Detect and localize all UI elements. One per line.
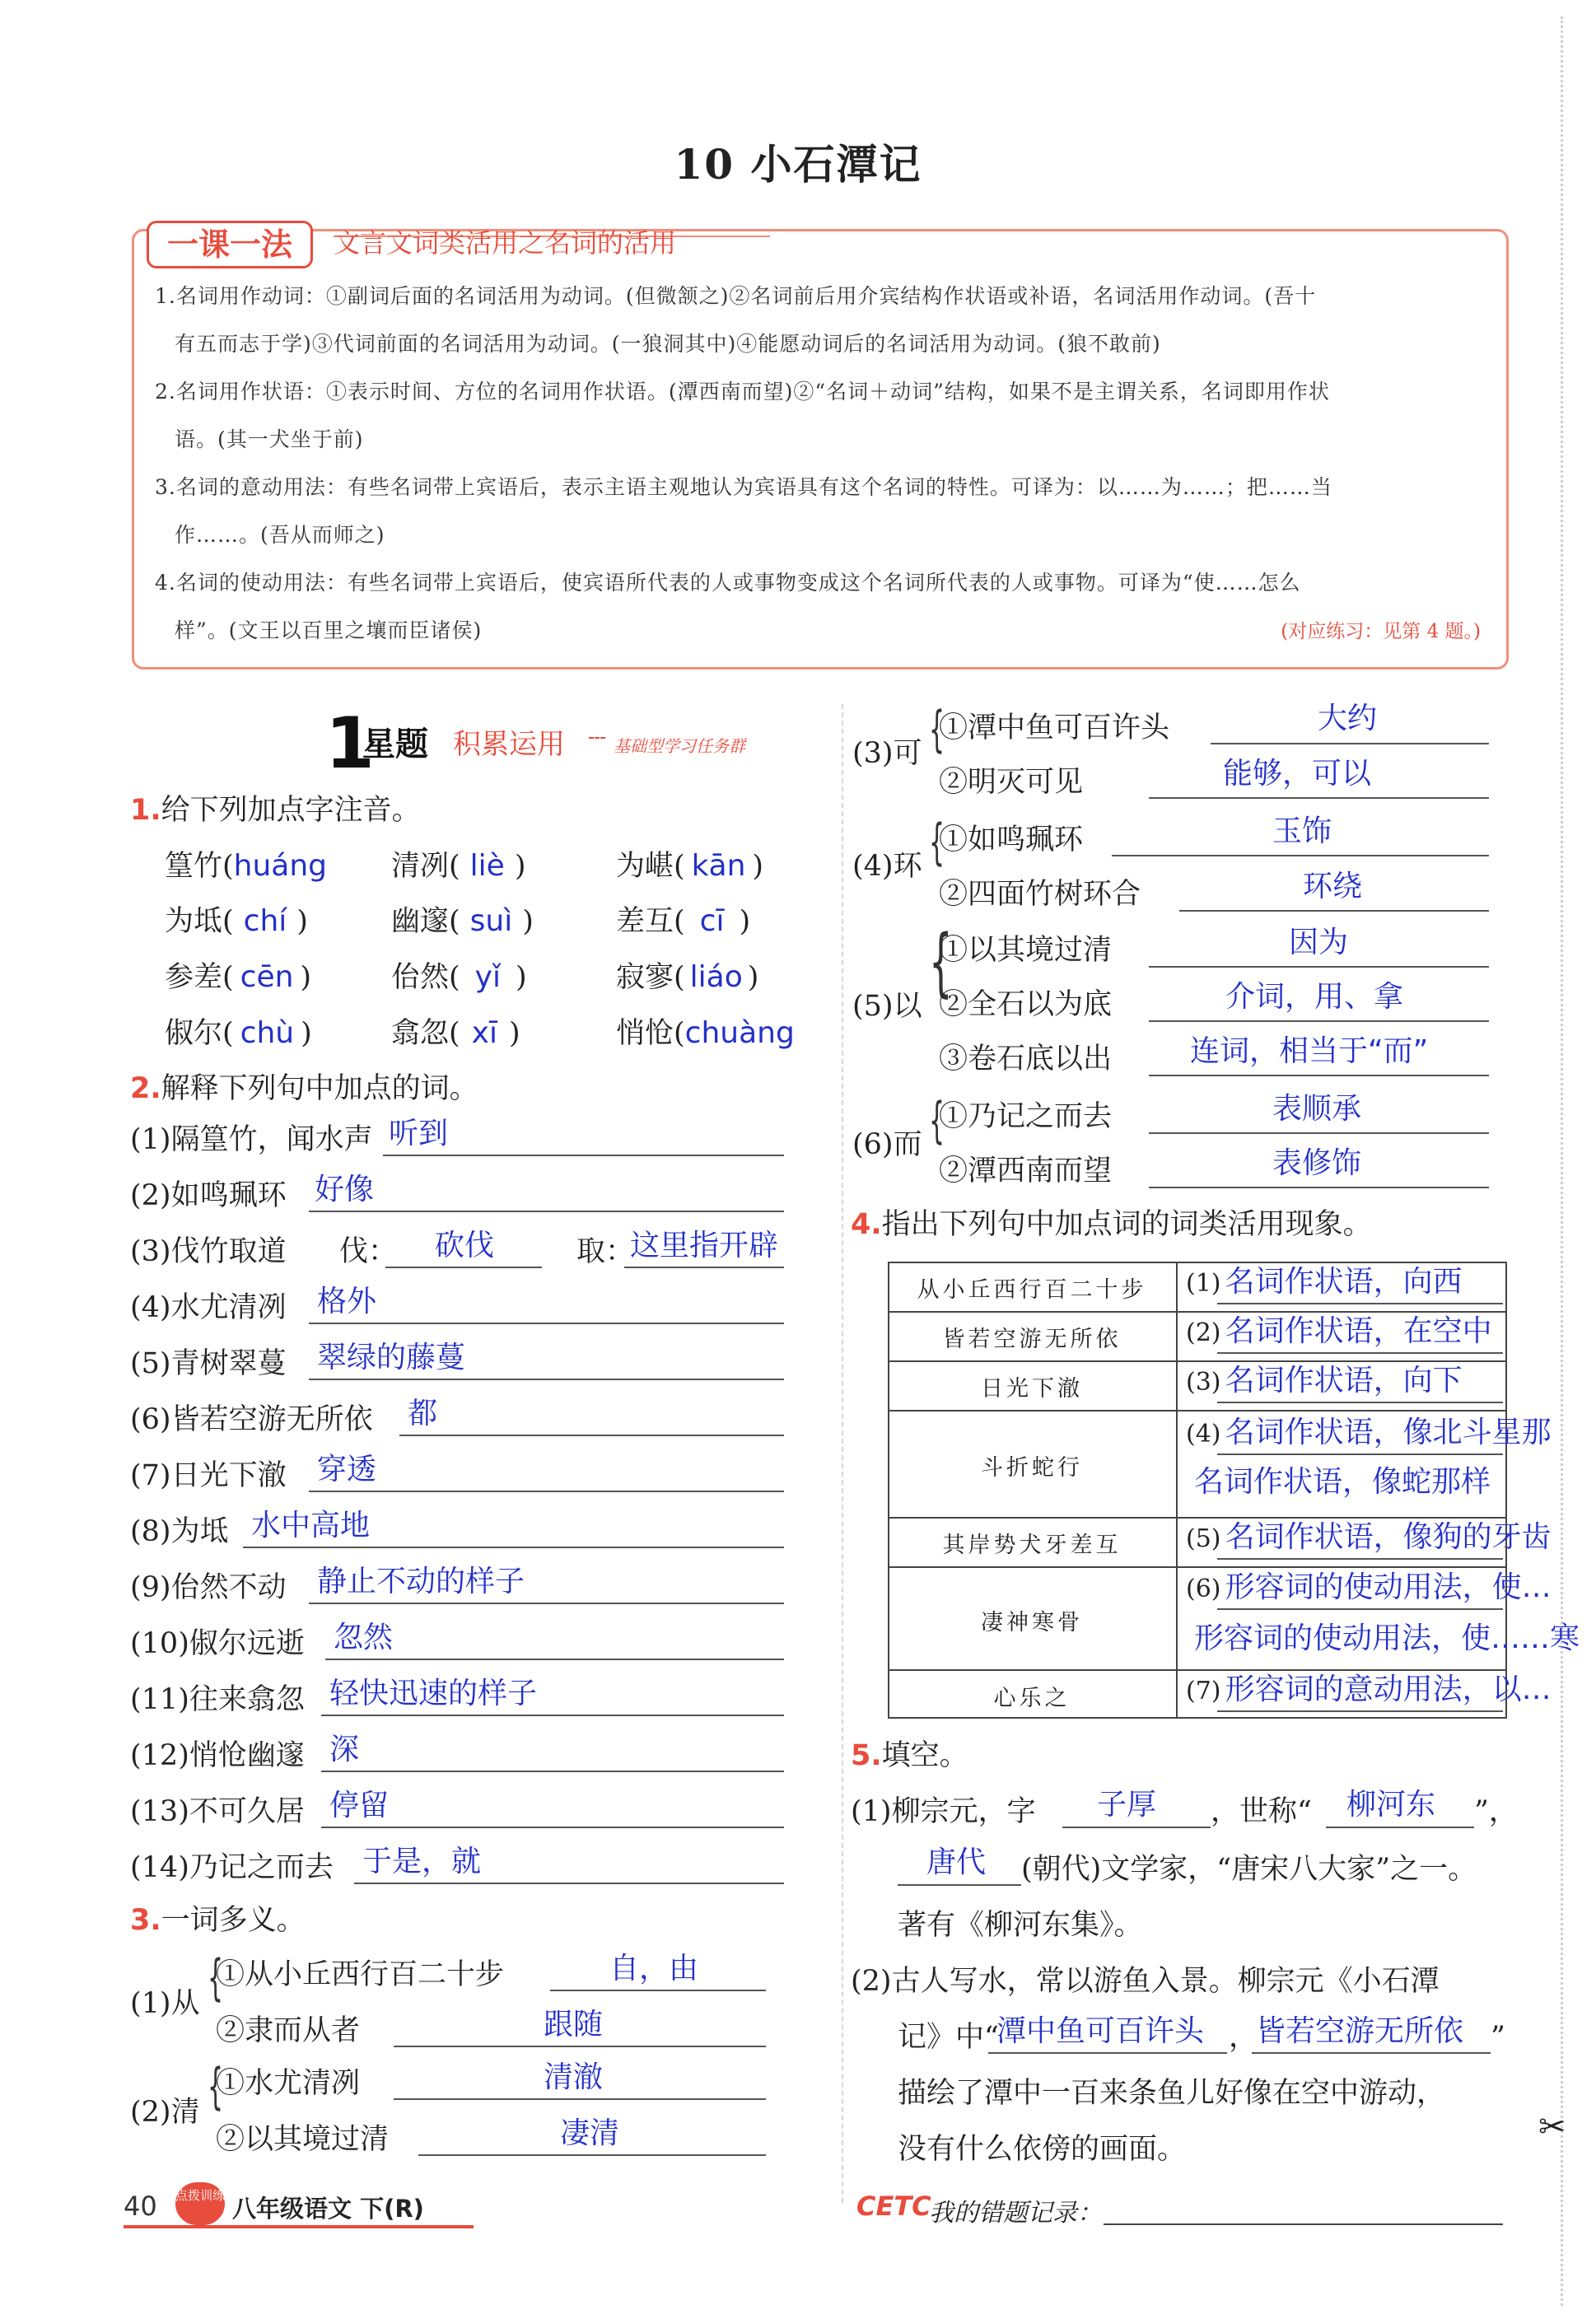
q3-answer: 介词，用、拿: [1225, 980, 1404, 1014]
table-cell-sentence: 其岸势犬牙差互: [942, 1533, 1122, 1558]
q2-question: (9)佁然不动: [130, 1571, 287, 1604]
q2-question: (6)皆若空游无所依: [130, 1403, 373, 1436]
answer-line: [383, 1155, 784, 1156]
q2-answer: 格外: [317, 1285, 377, 1318]
q1-number: 1.: [130, 794, 161, 827]
q3-answer: 因为: [1289, 926, 1349, 959]
q5-heading: [851, 1738, 968, 1774]
table-row-divider: [888, 1410, 1507, 1411]
scissors-icon: ✂: [1538, 2108, 1566, 2146]
answer-line: [1217, 1608, 1503, 1610]
q5-text: 没有什么依傍的画面。: [898, 2133, 1187, 2166]
answer-line: [1112, 855, 1489, 856]
q5-text: ，世称“: [1211, 1795, 1312, 1828]
q5-number: 5.: [851, 1739, 882, 1772]
table-cell-sentence: 凄神寒骨: [981, 1610, 1083, 1635]
q3-group-label: (4)环: [852, 850, 922, 883]
q2-answer: 于是，就: [362, 1845, 482, 1878]
q2-answer: 好像: [315, 1173, 375, 1206]
cetc-logo: CETC: [856, 2191, 931, 2222]
pinyin-item: 参差( cēn ): [165, 960, 312, 994]
q5-text: ”，: [1474, 1795, 1518, 1828]
answer-line: [1252, 2052, 1491, 2054]
q2-number: 2.: [130, 1072, 161, 1105]
pinyin-item: 清冽( liè ): [391, 849, 526, 883]
table-cell-sentence: 从小丘西行百二十步: [917, 1277, 1147, 1303]
q2-answer: 都: [408, 1397, 438, 1430]
q3-sentence: ①乃记之而去: [939, 1100, 1113, 1133]
answer-line: [1217, 1710, 1503, 1712]
q3-sentence: ②全石以为底: [939, 988, 1113, 1021]
q3-group-label: (5)以: [852, 990, 922, 1023]
q3-heading: [130, 1902, 306, 1939]
section-tag: 基础型学习任务群: [614, 736, 745, 756]
q5-answer: 皆若空游无所依: [1256, 2014, 1464, 2048]
answer-line: [1179, 910, 1489, 912]
q3-answer: 凄清: [560, 2116, 620, 2150]
answer-line: [321, 1827, 784, 1828]
answer-line: [1149, 1187, 1489, 1188]
answer-line: [399, 1435, 784, 1436]
q3-group-label: (6)而: [852, 1128, 922, 1161]
answer-line: [1149, 1132, 1489, 1134]
table-cell-sentence: 心乐之: [993, 1686, 1071, 1711]
brace: {: [929, 701, 945, 758]
q4-heading: [851, 1206, 1372, 1243]
q5-text: ”: [1491, 2021, 1505, 2054]
q1-prompt: 给下列加点字注音。: [161, 794, 421, 827]
footer-bar: [124, 2225, 474, 2228]
section-subtitle: 积累运用: [453, 728, 565, 761]
answer-line: [624, 1267, 784, 1268]
answer-line: [394, 2098, 766, 2100]
table-row-divider: [888, 1360, 1507, 1362]
pinyin-item: 为嵁( kān ): [616, 849, 764, 883]
table-row-divider: [888, 1669, 1507, 1671]
method-line: 作……。(吾从而师之): [175, 523, 385, 547]
section-number: 1: [325, 702, 375, 785]
q2-question: (14)乃记之而去: [130, 1851, 334, 1884]
table-answer: (5) 名词作状语，像狗的牙齿: [1186, 1520, 1552, 1554]
error-record-line: [1104, 2223, 1503, 2225]
answer-line: [394, 2046, 766, 2047]
table-answer-note: 形容词的使动用法，使……寒: [1194, 1621, 1580, 1655]
table-row-divider: [888, 1311, 1507, 1313]
q2-question: (8)为坻: [130, 1515, 229, 1548]
answer-line: [325, 1659, 784, 1660]
q3-sentence: ②以其境过清: [216, 2123, 390, 2156]
pinyin-item: 差互( cī ): [616, 904, 751, 938]
q2-question: (5)青树翠蔓: [130, 1347, 287, 1380]
method-ref: (对应练习：见第 4 题。): [1281, 621, 1481, 642]
answer-line: [321, 1771, 784, 1772]
q2-answer: 砍伐: [435, 1229, 495, 1262]
q2-question: (12)悄怆幽邃: [130, 1739, 305, 1772]
q5-prompt: 填空。: [881, 1739, 968, 1772]
q2-answer: 这里指开辟: [630, 1229, 779, 1262]
q5-answer: 柳河东: [1346, 1788, 1436, 1822]
brace: {: [208, 1949, 224, 2007]
q2-question: (13)不可久居: [130, 1795, 305, 1828]
q3-number: 3.: [130, 1904, 161, 1937]
q2-label: 伐：: [339, 1235, 398, 1268]
answer-line: [988, 2052, 1227, 2054]
method-line: 样”。(文王以百里之壤而臣诸侯): [175, 618, 483, 642]
q2-label: 取：: [576, 1235, 635, 1268]
answer-line: [1217, 1303, 1503, 1304]
method-tag: 一课一法: [147, 221, 313, 268]
brace: {: [208, 2058, 224, 2116]
q4-prompt: 指出下列句中加点词的词类活用现象。: [881, 1208, 1372, 1241]
q2-question: (1)隔篁竹，闻水声: [130, 1123, 373, 1156]
answer-line: [309, 1323, 784, 1324]
answer-line: [1217, 1453, 1503, 1455]
q2-question: (4)水尤清冽: [130, 1291, 287, 1324]
answer-line: [354, 1883, 784, 1884]
q3-sentence: ②明灭可见: [939, 766, 1084, 799]
pinyin-item: 寂寥( liáo ): [616, 960, 759, 994]
table-column-divider: [1176, 1262, 1178, 1719]
page-title: 10 小石潭记: [674, 140, 922, 189]
q3-sentence: ③卷石底以出: [939, 1043, 1113, 1076]
answer-line: [1149, 966, 1489, 968]
answer-line: [1326, 1827, 1474, 1828]
q2-answer: 轻快迅速的样子: [329, 1677, 538, 1710]
q5-text: ，: [1229, 2021, 1258, 2054]
method-heading: 文言文词类活用之名词的活用: [334, 227, 677, 259]
cut-line: [1561, 16, 1563, 2306]
q2-answer: 翠绿的藤蔓: [317, 1341, 466, 1374]
q2-answer: 静止不动的样子: [317, 1565, 525, 1598]
answer-line: [243, 1547, 784, 1548]
q3-group-label: (3)可: [852, 737, 922, 770]
answer-line: [309, 1491, 784, 1492]
pinyin-item: 翕忽( xī ): [391, 1016, 520, 1050]
q2-answer: 忽然: [334, 1621, 394, 1654]
table-answer-note: 名词作状语，像蛇那样: [1194, 1465, 1491, 1499]
q2-answer: 听到: [389, 1117, 449, 1150]
q5-text: (朝代)文学家，“唐宋八大家”之一。: [1021, 1853, 1477, 1886]
q3-answer: 自，由: [609, 1952, 699, 1985]
q3-answer: 表修饰: [1272, 1146, 1362, 1180]
q3-sentence: ②潭西南而望: [939, 1155, 1113, 1187]
q2-answer: 水中高地: [251, 1509, 371, 1542]
answer-line: [1211, 743, 1489, 744]
method-line: 3.名词的意动用法：有些名词带上宾语后，表示主语主观地认为宾语具有这个名词的特性。可译为：以……为……；把……当: [155, 475, 1332, 499]
q5-answer: 潭中鱼可百许头: [996, 2014, 1205, 2048]
q2-prompt: 解释下列句中加点的词。: [161, 1072, 478, 1105]
q3-answer: 环绕: [1303, 870, 1363, 903]
q5-text: 描绘了潭中一百来条鱼儿好像在空中游动，: [898, 2077, 1446, 2110]
answer-line: [309, 1211, 784, 1212]
answer-line: [1062, 1827, 1211, 1828]
brace: {: [929, 1092, 945, 1150]
q3-sentence: ①潭中鱼可百许头: [939, 712, 1170, 744]
q3-sentence: ①以其境过清: [939, 934, 1113, 967]
q3-sentence: ①如鸣珮环: [939, 824, 1084, 856]
pinyin-item: 为坻( chí ): [165, 904, 308, 938]
q3-sentence: ②四面竹树环合: [939, 878, 1141, 911]
q5-text: 著有《柳河东集》。: [898, 1909, 1143, 1942]
table-answer: (1) 名词作状语，向西: [1186, 1265, 1463, 1299]
table-row-divider: [888, 1566, 1507, 1568]
method-line: 4.名词的使动用法：有些名词带上宾语后，使宾语所代表的人或事物变成这个名词所代表的人或事物。可译为“使……怎么: [155, 571, 1301, 595]
method-line: 语。(其一犬坐于前): [175, 427, 364, 451]
q2-question: (11)往来翕忽: [130, 1683, 305, 1716]
q3-answer: 能够，可以: [1223, 757, 1372, 791]
method-line: 2.名词用作状语：①表示时间、方位的名词用作状语。(潭西南而望)②“名词＋动词”结构，如果不是主谓关系，名词即用作状: [155, 380, 1330, 404]
q3-answer: 清澈: [544, 2060, 604, 2094]
answer-line: [1149, 1075, 1489, 1076]
answer-line: [321, 1715, 784, 1716]
table-cell-sentence: 皆若空游无所依: [942, 1327, 1122, 1352]
q5-text: (1)柳宗元，字: [851, 1795, 1036, 1828]
pinyin-item: 悄怆(chuàng: [616, 1016, 795, 1050]
q3-sentence: ②隶而从者: [216, 2014, 361, 2047]
q3-answer: 大约: [1318, 702, 1378, 735]
table-cell-sentence: 日光下澈: [981, 1376, 1083, 1402]
table-answer: (7) 形容词的意动用法，以…: [1186, 1673, 1552, 1706]
q2-heading: [130, 1071, 478, 1107]
table-cell-sentence: 斗折蛇行: [981, 1455, 1083, 1481]
pinyin-item: 俶尔( chù ): [165, 1016, 312, 1050]
method-line: 有五而志于学)③代词前面的名词活用为动词。(一狼洞其中)④能愿动词后的名词活用为动词。(狼不敢前): [175, 332, 1161, 356]
answer-line: [898, 1884, 1021, 1886]
table-answer: (2) 名词作状语，在空中: [1186, 1314, 1492, 1348]
pinyin-item: 佁然( yǐ ): [391, 960, 527, 994]
answer-line: [1217, 1558, 1503, 1560]
q3-sentence: ①从小丘西行百二十步: [216, 1958, 505, 1991]
column-divider: [842, 704, 843, 2203]
q5-answer: 唐代: [926, 1845, 987, 1879]
q3-answer: 跟随: [544, 2008, 604, 2041]
brace: {: [929, 814, 945, 871]
q3-answer: 表顺承: [1272, 1092, 1362, 1126]
book-title: 八年级语文 下(R): [232, 2195, 424, 2223]
answer-line: [309, 1379, 784, 1380]
q2-answer: 深: [329, 1733, 360, 1766]
answer-line: [1217, 1352, 1503, 1354]
answer-line: [385, 1267, 542, 1268]
pinyin-item: 篁竹(huáng: [165, 849, 328, 883]
answer-line: [550, 1990, 766, 1991]
answer-line: [1149, 1020, 1489, 1022]
section-dash: [589, 737, 605, 739]
q1-heading: [130, 792, 421, 828]
table-answer: (6) 形容词的使动用法，使…: [1186, 1570, 1552, 1604]
q5-text: (2)古人写水，常以游鱼入景。柳宗元《小石潭: [851, 1965, 1440, 1998]
answer-line: [309, 1603, 784, 1604]
q2-question: (10)俶尔远逝: [130, 1627, 305, 1660]
q5-text: 记》中“: [898, 2021, 999, 2054]
section-name: 星题: [362, 726, 428, 763]
q5-answer: 子厚: [1097, 1788, 1157, 1822]
q4-number: 4.: [851, 1208, 882, 1241]
error-record-label: 我的错题记录：: [929, 2199, 1102, 2228]
table-answer: (3) 名词作状语，向下: [1186, 1364, 1463, 1397]
q3-group-label: (2)清: [130, 2096, 200, 2129]
q3-group-label: (1)从: [130, 1987, 200, 2020]
q3-prompt: 一词多义。: [161, 1904, 306, 1937]
q2-question: (7)日光下澈: [130, 1459, 287, 1492]
series-badge: 点拨训练: [175, 2182, 225, 2225]
answer-line: [1149, 797, 1489, 799]
q2-answer: 停留: [329, 1789, 390, 1822]
method-line: 1.名词用作动词：①副词后面的名词活用为动词。(但微颔之)②名词前后用介宾结构作状语或补语，名词活用作动词。(吾十: [155, 284, 1317, 308]
brace: {: [929, 919, 953, 1006]
pinyin-item: 幽邃( suì ): [391, 904, 534, 938]
answer-line: [1217, 1402, 1503, 1403]
page-number: 40: [124, 2191, 157, 2222]
q2-answer: 穿透: [317, 1453, 377, 1486]
q3-answer: 玉饰: [1272, 814, 1332, 848]
q3-sentence: ①水尤清冽: [216, 2067, 361, 2100]
q2-question: (2)如鸣珮环: [130, 1179, 287, 1212]
q3-answer: 连词，相当于“而”: [1190, 1034, 1429, 1068]
q2-question: (3)伐竹取道: [130, 1235, 287, 1268]
table-row-divider: [888, 1517, 1507, 1519]
table-answer: (4) 名词作状语，像北斗星那: [1186, 1416, 1552, 1449]
answer-line: [418, 2154, 766, 2156]
